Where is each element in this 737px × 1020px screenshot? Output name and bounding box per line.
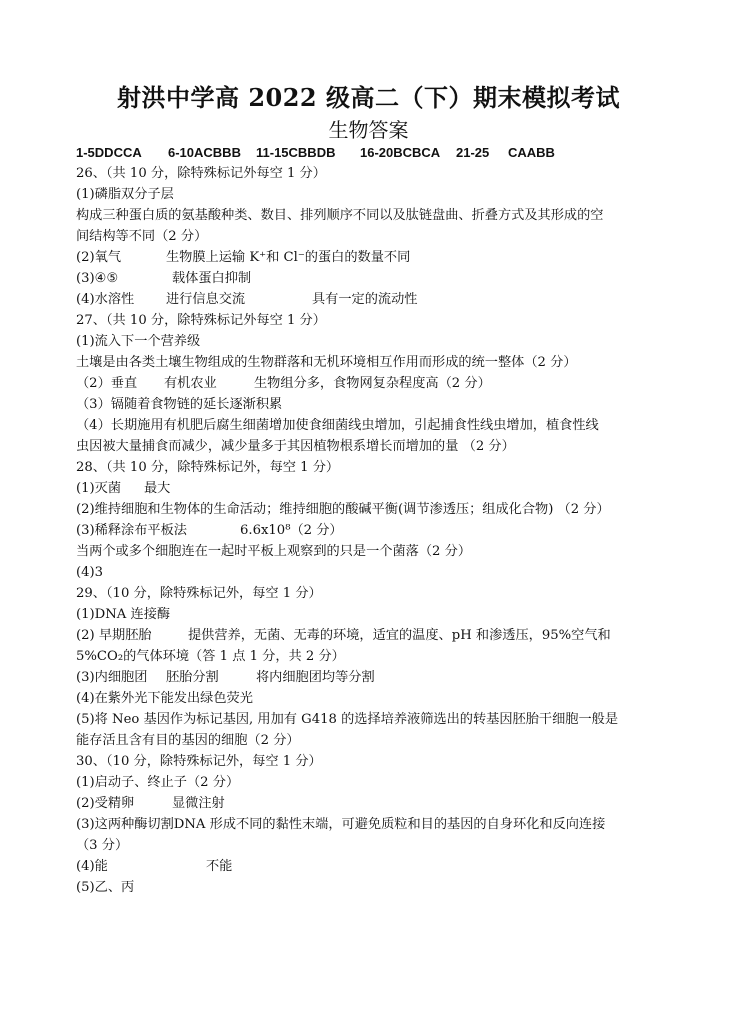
line-text: 6.6x10⁸（2 分） [240, 523, 343, 538]
answer-line [76, 604, 666, 625]
answer-line [76, 772, 666, 793]
section-header [76, 457, 666, 478]
multiple-choice-answers [76, 142, 666, 163]
line-text: (5)乙、丙 [76, 880, 135, 895]
answer-line [76, 394, 666, 415]
line-text: 能存活且含有目的基因的细胞（2 分） [76, 733, 300, 748]
line-text: 进行信息交流 [166, 292, 246, 307]
line-text: (1)磷脂双分子层 [76, 187, 174, 202]
answer-group: 11-15CBBDB [256, 145, 336, 160]
line-text: 生物膜上运输 K⁺和 Cl⁻的蛋白的数量不同 [166, 250, 411, 265]
answer-group: CAABB [508, 145, 555, 160]
line-text: 28、（共 10 分，除特殊标记外，每空 1 分） [76, 460, 340, 475]
answer-line [76, 520, 666, 541]
line-text: 具有一定的流动性 [312, 292, 418, 307]
answer-line [76, 625, 666, 646]
answer-line [76, 436, 666, 457]
answer-line [76, 373, 666, 394]
line-text: (1)启动子、终止子（2 分） [76, 775, 240, 790]
line-text: (3)稀释涂布平板法 [76, 523, 187, 538]
line-text: (3)这两种酶切割DNA 形成不同的黏性末端，可避免质粒和目的基因的自身环化和反向连接 [76, 817, 606, 832]
answer-line [76, 814, 666, 835]
line-text: 虫因被大量捕食而减少，减少量多于其因植物根系增长而增加的量 （2 分） [76, 439, 515, 454]
line-text: (2) 早期胚胎 [76, 628, 152, 643]
answer-line [76, 709, 666, 730]
answer-line [76, 667, 666, 688]
answer-line [76, 415, 666, 436]
line-text: （4）长期施用有机肥后腐生细菌增加使食细菌线虫增加，引起捕食性线虫增加，植食性线 [76, 418, 599, 433]
answer-line [76, 226, 666, 247]
section-header [76, 583, 666, 604]
line-text: 提供营养，无菌、无毒的环境，适宜的温度、pH 和渗透压，95%空气和 [188, 628, 611, 643]
line-text: (4)能 [76, 859, 108, 874]
line-text: (3)内细胞团 [76, 670, 148, 685]
line-text: 5%CO₂的气体环境（答 1 点 1 分，共 2 分） [76, 649, 345, 664]
line-text: （3 分） [76, 838, 129, 853]
line-text: 有机农业 [164, 376, 217, 391]
answer-group: 21-25 [456, 145, 490, 160]
line-text: 最大 [144, 481, 171, 496]
line-text: (4)3 [76, 565, 104, 580]
line-text: 将内细胞团均等分割 [256, 670, 375, 685]
answer-line [76, 541, 666, 562]
section-header [76, 310, 666, 331]
answer-line [76, 646, 666, 667]
line-text: 间结构等不同（2 分） [76, 229, 208, 244]
answer-line [76, 478, 666, 499]
answer-line [76, 268, 666, 289]
line-text: 26、（共 10 分，除特殊标记外每空 1 分） [76, 166, 326, 181]
line-text: 不能 [206, 859, 233, 874]
answer-line [76, 352, 666, 373]
line-text: (2)氧气 [76, 250, 122, 265]
line-text: 载体蛋白抑制 [172, 271, 252, 286]
line-text: (1)灭菌 [76, 481, 122, 496]
line-text: (2)维持细胞和生物体的生命活动；维持细胞的酸碱平衡(调节渗透压；组成化合物) （2 分） [76, 502, 610, 517]
line-text: 生物组分多，食物网复杂程度高（2 分） [254, 376, 491, 391]
answer-line [76, 247, 666, 268]
answer-line [76, 835, 666, 856]
line-text: (4)在紫外光下能发出绿色荧光 [76, 691, 253, 706]
line-text: 当两个或多个细胞连在一起时平板上观察到的只是一个菌落（2 分） [76, 544, 472, 559]
line-text: 胚胎分割 [166, 670, 219, 685]
line-text: (1)流入下一个营养级 [76, 334, 201, 349]
answer-group: 16-20BCBCA [360, 145, 441, 160]
answer-line [76, 856, 666, 877]
answer-line [76, 499, 666, 520]
answer-line [76, 793, 666, 814]
line-text: 土壤是由各类土壤生物组成的生物群落和无机环境相互作用而形成的统一整体（2 分） [76, 355, 577, 370]
line-text: 29、（10 分，除特殊标记外，每空 1 分） [76, 586, 322, 601]
answer-group: 1-5DDCCA [76, 145, 142, 160]
line-text: (4)水溶性 [76, 292, 135, 307]
answer-line [76, 730, 666, 751]
answer-line [76, 184, 666, 205]
answer-line [76, 331, 666, 352]
answer-line [76, 688, 666, 709]
line-text: 30、（10 分，除特殊标记外，每空 1 分） [76, 754, 322, 769]
answer-line [76, 562, 666, 583]
line-text: （3）镉随着食物链的延长逐渐积累 [76, 397, 283, 412]
section-header [76, 163, 666, 184]
section-header [76, 751, 666, 772]
line-text: 27、（共 10 分，除特殊标记外每空 1 分） [76, 313, 326, 328]
line-text: （2）垂直 [76, 376, 138, 391]
line-text: (3)④⑤ [76, 271, 119, 286]
line-text: (2)受精卵 [76, 796, 135, 811]
line-text: (5)将 Neo 基因作为标记基因, 用加有 G418 的选择培养液筛选出的转基因胚胎干细胞一般是 [76, 712, 619, 727]
line-text: 显微注射 [172, 796, 225, 811]
answer-line [76, 205, 666, 226]
answer-line [76, 877, 666, 898]
answer-body [76, 142, 666, 898]
line-text: 构成三种蛋白质的氨基酸种类、数目、排列顺序不同以及肽链盘曲、折叠方式及其形成的空 [76, 208, 604, 223]
answer-line [76, 289, 666, 310]
page-title: 射洪中学高 2022 级高二（下）期末模拟考试 [116, 83, 620, 112]
page-subtitle: 生物答案 [328, 118, 409, 142]
answer-group: 6-10ACBBB [168, 145, 241, 160]
line-text: (1)DNA 连接酶 [76, 607, 171, 622]
